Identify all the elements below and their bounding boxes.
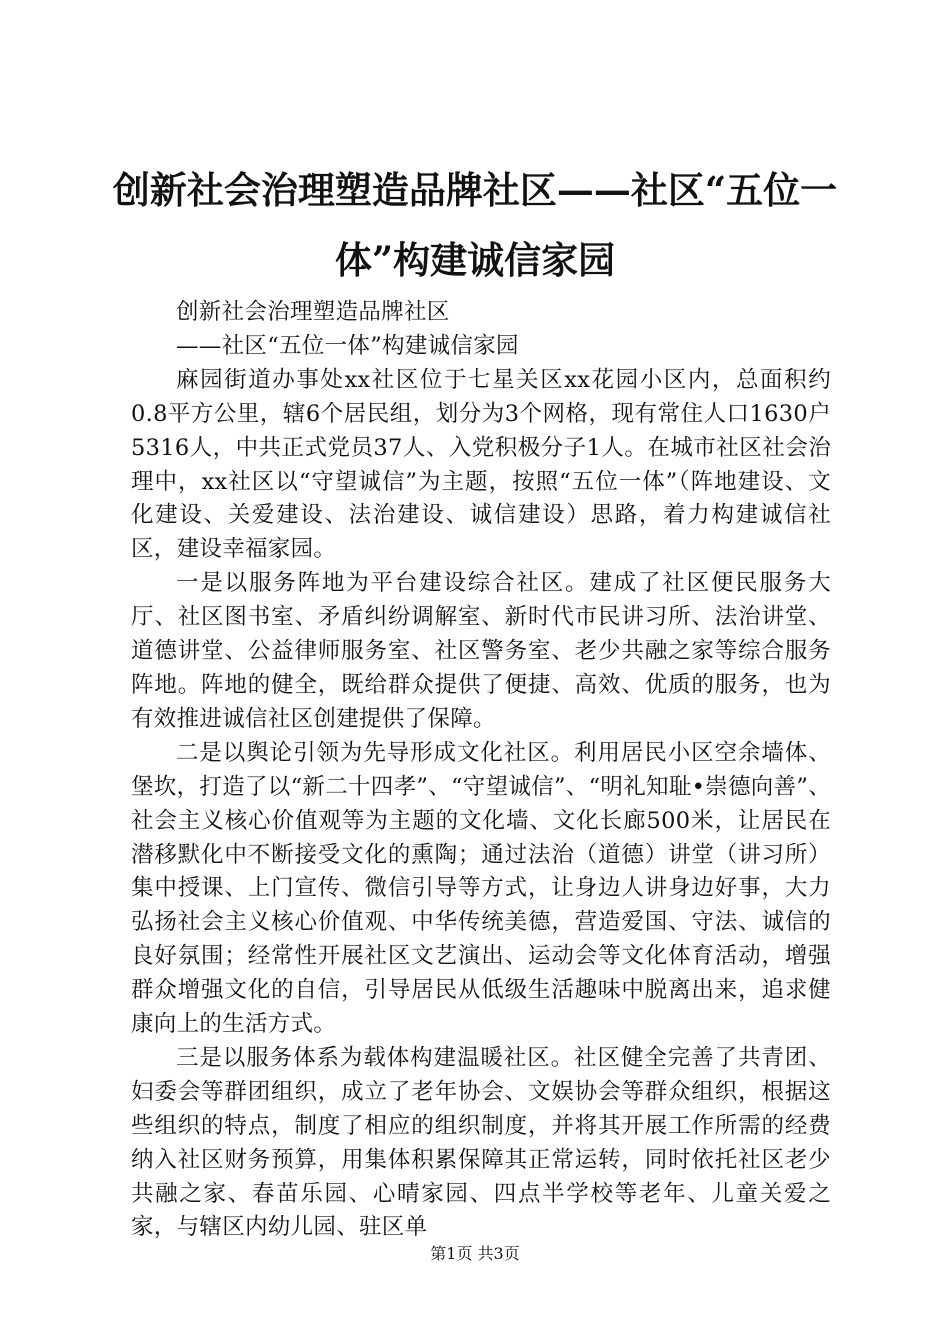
paragraph-first-point: 一是以服务阵地为平台建设综合社区。建成了社区便民服务大厅、社区图书室、矛盾纠纷调解室、新时代市民讲习所、法治讲堂、道德讲堂、公益律师服务室、社区警务室、老少共融之家等综合服务阵地。阵地的健全，既给群众提供了便捷、高效、优质的服务，也为有效推进诚信社区创建提供了保障。 [131,570,831,732]
paragraph-second-point: 二是以舆论引领为先导形成文化社区。利用居民小区空余墙体、堡坎，打造了以“新二十四孝”、“守望诚信”、“明礼知耻•崇德向善”、社会主义核心价值观等为主题的文化墙、文化长廊500米，让居民在潜移默化中不断接受文化的熏陶；通过法治（道德）讲堂（讲习所）集中授课、上门宣传、微信引导等方式，让身边人讲身边好事，大力弘扬社会主义核心价值观、中华传统美德，营造爱国、守法、诚信的良好氛围；经常性开展社区文艺演出、运动会等文化体育活动，增强群众增强文化的自信，引导居民从低级生活趣味中脱离出来，追求健康向上的生活方式。 [131,739,831,1038]
subtitle-line-1: 创新社会治理塑造品牌社区 [176,299,450,325]
document-title: 创新社会治理塑造品牌社区——社区“五位一体”构建诚信家园 [112,168,838,282]
document-body [131,296,831,1245]
subtitle-line-2: ——社区“五位一体”构建诚信家园 [176,332,519,359]
paragraph-intro: 麻园街道办事处xx社区位于七星关区xx花园小区内，总面积约0.8平方公里，辖6个居民组，划分为3个网格，现有常住人口1630户5316人，中共正式党员37人、入党积极分子1人。在城市社区社会治理中，xx社区以“守望诚信”为主题，按照“五位一体”（阵地建设、文化建设、关爱建设、法治建设、诚信建设）思路，着力构建诚信社区，建设幸福家园。 [131,366,831,563]
paragraph-third-point: 三是以服务体系为载体构建温暖社区。社区健全完善了共青团、妇委会等群团组织，成立了老年协会、文娱协会等群众组织，根据这些组织的特点，制度了相应的组织制度，并将其开展工作所需的经费纳入社区财务预算，用集体积累保障其正常运转，同时依托社区老少共融之家、春苗乐园、心晴家园、四点半学校等老年、儿童关爱之家，与辖区内幼儿园、驻区单 [131,1044,831,1241]
page-footer: 第1页 共3页 [430,1244,520,1263]
